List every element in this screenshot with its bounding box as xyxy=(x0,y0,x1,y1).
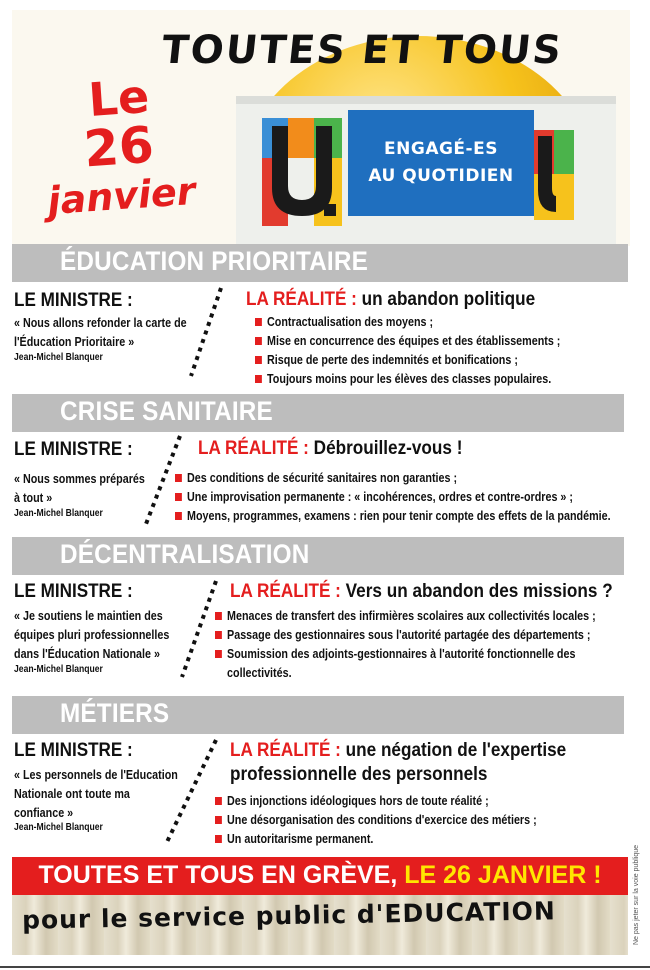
fsu-logo-u-icon xyxy=(262,118,342,226)
reality-bullets xyxy=(255,313,610,389)
reality-statement xyxy=(198,436,462,460)
list-item: Passage des gestionnaires sous l'autorité partagée des départements ; xyxy=(215,626,596,645)
section-metiers xyxy=(0,696,650,854)
list-item: Une improvisation permanente : « incohérences, ordres et contre-ordres » ; xyxy=(175,488,611,507)
reality-statement xyxy=(246,287,535,311)
quote-line: « Les personnels de l'Education xyxy=(14,768,178,782)
list-item: Risque de perte des indemnités et bonifications ; xyxy=(255,351,560,370)
ministre-quote xyxy=(14,314,187,352)
reality-text: un abandon politique xyxy=(361,288,536,310)
engage-line-1: ENGAGÉ-ES xyxy=(384,138,498,159)
section-title: DÉCENTRALISATION xyxy=(60,539,310,569)
section-title: MÉTIERS xyxy=(60,698,170,728)
section-header-bar xyxy=(12,696,624,734)
reality-label: LA RÉALITÉ : xyxy=(230,580,341,602)
bottom-divider xyxy=(0,966,650,968)
quote-line: Nationale ont toute ma xyxy=(14,787,130,801)
quote-author: Jean-Michel Blanquer xyxy=(14,664,103,675)
section-header-bar xyxy=(12,537,624,575)
date-month: janvier xyxy=(46,168,197,224)
section-header-bar xyxy=(12,394,624,432)
reality-bullets xyxy=(215,792,589,849)
reality-label: LA RÉALITÉ : xyxy=(230,739,341,761)
section-education-prioritaire xyxy=(0,244,650,389)
header-banner xyxy=(12,10,630,246)
date-le: Le xyxy=(86,68,151,127)
reality-text: Débrouillez-vous ! xyxy=(313,437,463,459)
list-item: Contractualisation des moyens ; xyxy=(255,313,560,332)
ministre-quote xyxy=(14,607,169,664)
list-item: Mise en concurrence des équipes et des établissements ; xyxy=(255,332,560,351)
reality-bullets xyxy=(175,469,650,526)
service-public-text: pour le service public d'EDUCATION xyxy=(21,896,557,935)
reality-bullets xyxy=(215,607,650,683)
dotted-divider xyxy=(185,284,225,380)
quote-author: Jean-Michel Blanquer xyxy=(14,508,103,519)
date-number: 26 xyxy=(82,115,156,179)
quote-line: équipes pluri professionnelles xyxy=(14,628,170,642)
list-item: collectivités. xyxy=(227,666,292,680)
section-decentralisation xyxy=(0,537,650,687)
section-header-bar xyxy=(12,244,628,282)
list-item: Des injonctions idéologiques hors de toute réalité ; xyxy=(215,792,537,811)
header-title: TOUTES ET TOUS xyxy=(159,28,566,73)
section-title: ÉDUCATION PRIORITAIRE xyxy=(60,246,368,276)
list-item: Soumission des adjoints-gestionnaires à l'autorité fonctionnelle des xyxy=(215,645,596,664)
strike-text-yellow: LE 26 JANVIER ! xyxy=(404,861,602,889)
section-crise-sanitaire xyxy=(0,394,650,530)
quote-line: « Nous sommes préparés xyxy=(14,472,145,486)
ministre-label: LE MINISTRE : xyxy=(14,581,133,602)
section-title: CRISE SANITAIRE xyxy=(60,396,273,426)
ministre-label: LE MINISTRE : xyxy=(14,290,133,311)
strike-banner xyxy=(12,857,628,895)
engage-line-2: AU QUOTIDIEN xyxy=(368,166,514,186)
strike-text-white: TOUTES ET TOUS EN GRÈVE, xyxy=(38,861,398,889)
reality-label: LA RÉALITÉ : xyxy=(198,437,309,459)
quote-line: « Je soutiens le maintien des xyxy=(14,609,163,623)
reality-statement xyxy=(230,738,566,786)
vertical-note: Ne pas jeter sur la voie publique xyxy=(633,844,640,945)
reality-statement xyxy=(230,579,613,603)
quote-line: dans l'Éducation Nationale » xyxy=(14,647,160,661)
quote-author: Jean-Michel Blanquer xyxy=(14,352,103,363)
fsu-logo-right-icon xyxy=(534,130,574,220)
list-item: Des conditions de sécurité sanitaires non garanties ; xyxy=(175,469,611,488)
strike-text xyxy=(12,861,628,890)
list-item: Menaces de transfert des infirmières scolaires aux collectivités locales ; xyxy=(215,607,596,626)
quote-line: confiance » xyxy=(14,806,74,820)
service-public-strip xyxy=(12,895,628,955)
quote-line: à tout » xyxy=(14,491,53,505)
quote-author: Jean-Michel Blanquer xyxy=(14,822,103,833)
list-item: Moyens, programmes, examens : rien pour tenir compte des effets de la pandémie. xyxy=(175,507,611,526)
list-item: Un autoritarisme permanent. xyxy=(215,830,537,849)
ministre-quote xyxy=(14,766,178,823)
list-item: Une désorganisation des conditions d'exercice des métiers ; xyxy=(215,811,537,830)
dotted-divider xyxy=(176,577,220,683)
ministre-label: LE MINISTRE : xyxy=(14,740,133,761)
reality-text: une négation de l'expertise xyxy=(345,739,567,761)
date-block xyxy=(29,67,239,225)
list-item: Toujours moins pour les élèves des classes populaires. xyxy=(255,370,560,389)
reality-text: Vers un abandon des missions ? xyxy=(345,580,613,602)
engage-box xyxy=(348,110,534,216)
quote-line: l'Éducation Prioritaire » xyxy=(14,335,135,349)
reality-text-line-2: professionnelle des personnels xyxy=(230,763,488,785)
dotted-divider xyxy=(160,736,220,850)
reality-label: LA RÉALITÉ : xyxy=(246,288,357,310)
ministre-label: LE MINISTRE : xyxy=(14,439,133,460)
quote-line: « Nous allons refonder la carte de xyxy=(14,316,187,330)
ministre-quote xyxy=(14,470,145,508)
